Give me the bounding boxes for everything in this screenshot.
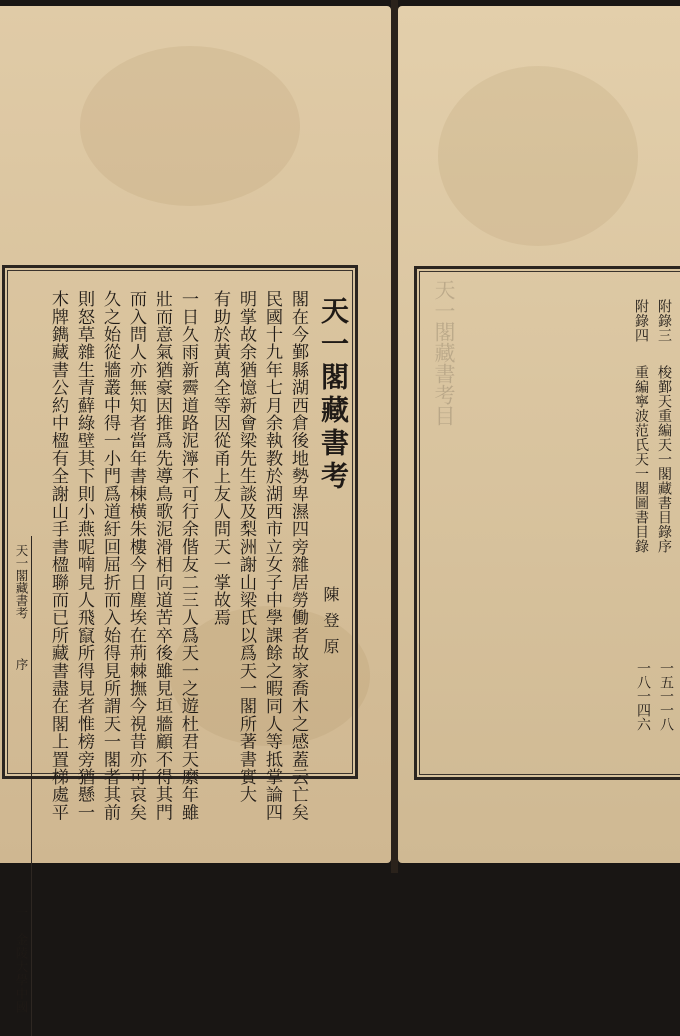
- edge-section: 序: [14, 658, 29, 671]
- text-column: 一日久雨新霽道路泥濘不可行余偕友二三人爲天一之遊杜君天縻年雖: [178, 290, 198, 821]
- paper-stain: [80, 46, 300, 206]
- paper-stain: [438, 66, 638, 246]
- page-title: 天一閣藏書考: [317, 296, 350, 494]
- text-column: 壯而意氣猶豪因推爲先導鳥歌泥滑相向道苦卒後雖見垣牆顧不得其門: [152, 290, 172, 821]
- text-column: 久之始從牆叢中得一小門爲道紆回屈折而入始得見所謂天一閣者其前: [100, 290, 120, 821]
- toc-page: 一五一一八: [658, 661, 674, 731]
- toc-title: 梭鄞天重編天一閣藏書目錄序: [656, 365, 672, 554]
- fore-edge-strip: [8, 536, 32, 1036]
- text-column: 民國十九年七月余執教於湖西市立女子中學課餘之暇同人等抵掌論四: [262, 290, 282, 821]
- book-gutter: [391, 0, 398, 873]
- text-column: 明掌故余猶憶新會梁先生談及梨洲謝山梁氏以爲天一閣所著書實大: [236, 290, 256, 804]
- toc-label: 附錄四: [633, 299, 649, 343]
- toc-label: 附錄三: [656, 299, 672, 343]
- show-through-text: 天一閣藏書考目: [432, 279, 456, 426]
- text-column: 而入問人亦無知者當年書棟橫朱樓今日塵埃在荊棘撫今視昔亦可哀矣: [126, 290, 146, 821]
- edge-book-title: 天一閣藏書考: [14, 544, 29, 619]
- left-text-frame: [2, 265, 358, 1014]
- text-column: 閣在今鄞縣湖西倉後地勢卑濕四旁雜居勞働者故家喬木之感蓋云亡矣: [288, 290, 308, 821]
- text-column: 則怒草雜生青蘚綠壁其下則小燕呢喃見人飛竄所得見者惟榜旁猶懸一: [74, 290, 94, 821]
- text-column: 有助於黃萬全等因從甬上友人問天一掌故焉: [210, 290, 230, 627]
- edge-publisher: 一 金陵大學中國: [14, 906, 29, 1014]
- right-text-frame: [414, 266, 680, 780]
- text-column: 木牌鐫藏書公約中楹有全謝山手書楹聯而已所藏書盡在閣上置梯處平: [48, 290, 68, 821]
- toc-title: 重編寧波范氏天一閣圖書目錄: [633, 365, 649, 554]
- toc-page: 一八一四六: [635, 661, 651, 731]
- author-name: 陳登原: [321, 586, 340, 664]
